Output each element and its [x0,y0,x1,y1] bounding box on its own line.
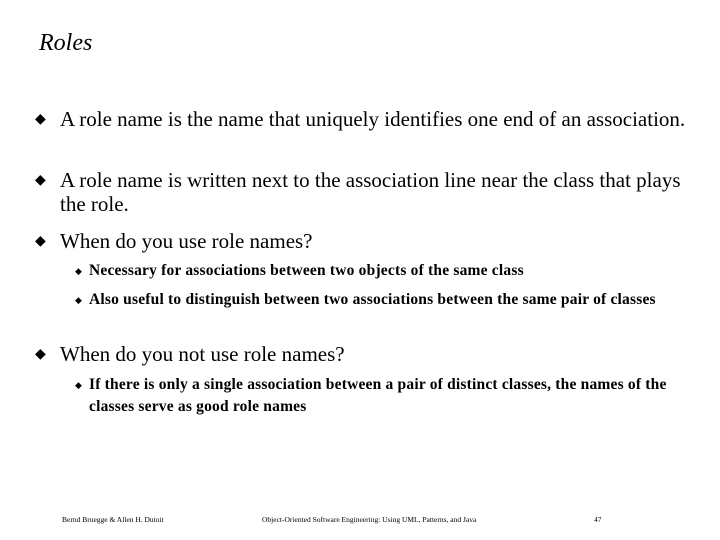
diamond-bullet-icon: ◆ [35,347,46,362]
sub-bullet-item [75,289,689,311]
small-diamond-bullet-icon: ◆ [75,295,83,305]
diamond-bullet-icon: ◆ [35,234,46,249]
footer-book-title: Object-Oriented Software Engineering: Using UML, Patterns, and Java [262,515,477,524]
sub-bullet-text: If there is only a single association between a pair of distinct classes, the names of the classes serve as good role names [89,376,667,415]
footer-page-number: 47 [594,515,602,524]
sub-bullet-item [75,374,679,418]
bullet-item [35,168,700,216]
sub-bullet-text: Also useful to distinguish between two associations between the same pair of classes [89,291,656,308]
footer-authors: Bernd Bruegge & Allen H. Dutoit [62,515,164,524]
bullet-text: A role name is the name that uniquely identifies one end of an association. [60,107,686,131]
small-diamond-bullet-icon: ◆ [75,380,83,390]
small-diamond-bullet-icon: ◆ [75,266,83,276]
bullet-text: A role name is written next to the association line near the class that plays the role. [60,168,681,216]
diamond-bullet-icon: ◆ [35,173,46,188]
sub-bullet-text: Necessary for associations between two objects of the same class [89,262,524,279]
slide-title: Roles [39,30,93,56]
diamond-bullet-icon: ◆ [35,112,46,127]
bullet-item [35,342,700,366]
bullet-item [35,229,700,253]
bullet-item [35,107,700,131]
bullet-text: When do you not use role names? [60,342,345,366]
bullet-text: When do you use role names? [60,229,313,253]
sub-bullet-item [75,260,689,282]
